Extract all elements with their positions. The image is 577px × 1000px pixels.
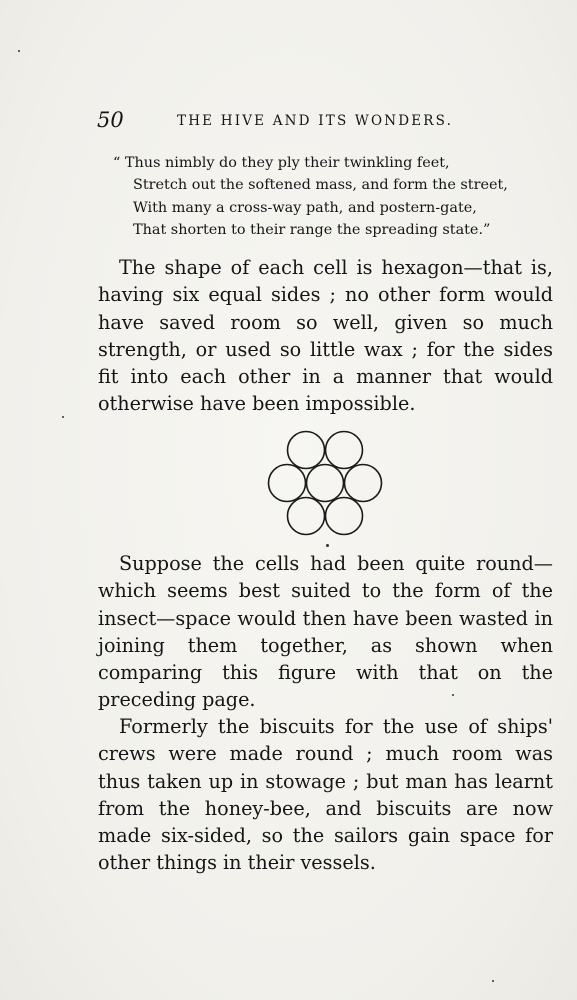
verse-line: Stretch out the softened mass, and form the street, [133, 177, 508, 194]
paragraph-hexagon: The shape of each cell is hexagon—that is, having six equal sides ; no other form would have saved room so well, given so much strength, or used so little wax ; for the sides fit into each other in a manner that would otherwise have been impossible. [98, 256, 553, 416]
round-cell [307, 465, 344, 502]
print-speck [18, 50, 20, 52]
verse-line: That shorten to their range the spreading state.” [133, 221, 491, 238]
round-cells-figure [265, 426, 385, 540]
paragraph-round-cells: Suppose the cells had been quite round—which seems best suited to the form of the insect—space would then have been wasted in joining them together, as shown when comparing this figure with that on the preceding page. [98, 552, 553, 712]
verse-line: “ Thus nimbly do they ply their twinkling feet, [113, 155, 450, 171]
round-cell [345, 465, 382, 502]
round-cell [326, 432, 363, 469]
print-speck [62, 416, 64, 418]
round-cell [269, 465, 306, 502]
print-speck [452, 694, 454, 696]
page-header [97, 108, 477, 134]
round-cell [288, 498, 325, 535]
print-speck [326, 544, 329, 547]
paragraph-biscuits: Formerly the biscuits for the use of ships' crews were made round ; much room was thus taken up in stowage ; but man has learnt from the honey-bee, and biscuits are now made six-sided, so the sailors gain space for other things in their vessels. [98, 715, 553, 875]
page-number: 50 [97, 108, 124, 132]
verse-line: With many a cross-way path, and postern-gate, [133, 199, 477, 216]
verse-quotation [113, 152, 553, 241]
running-title: THE HIVE AND ITS WONDERS. [177, 113, 454, 129]
print-speck [492, 980, 494, 982]
round-cells-figure-icon [265, 426, 385, 540]
round-cell [288, 432, 325, 469]
round-cell [326, 498, 363, 535]
